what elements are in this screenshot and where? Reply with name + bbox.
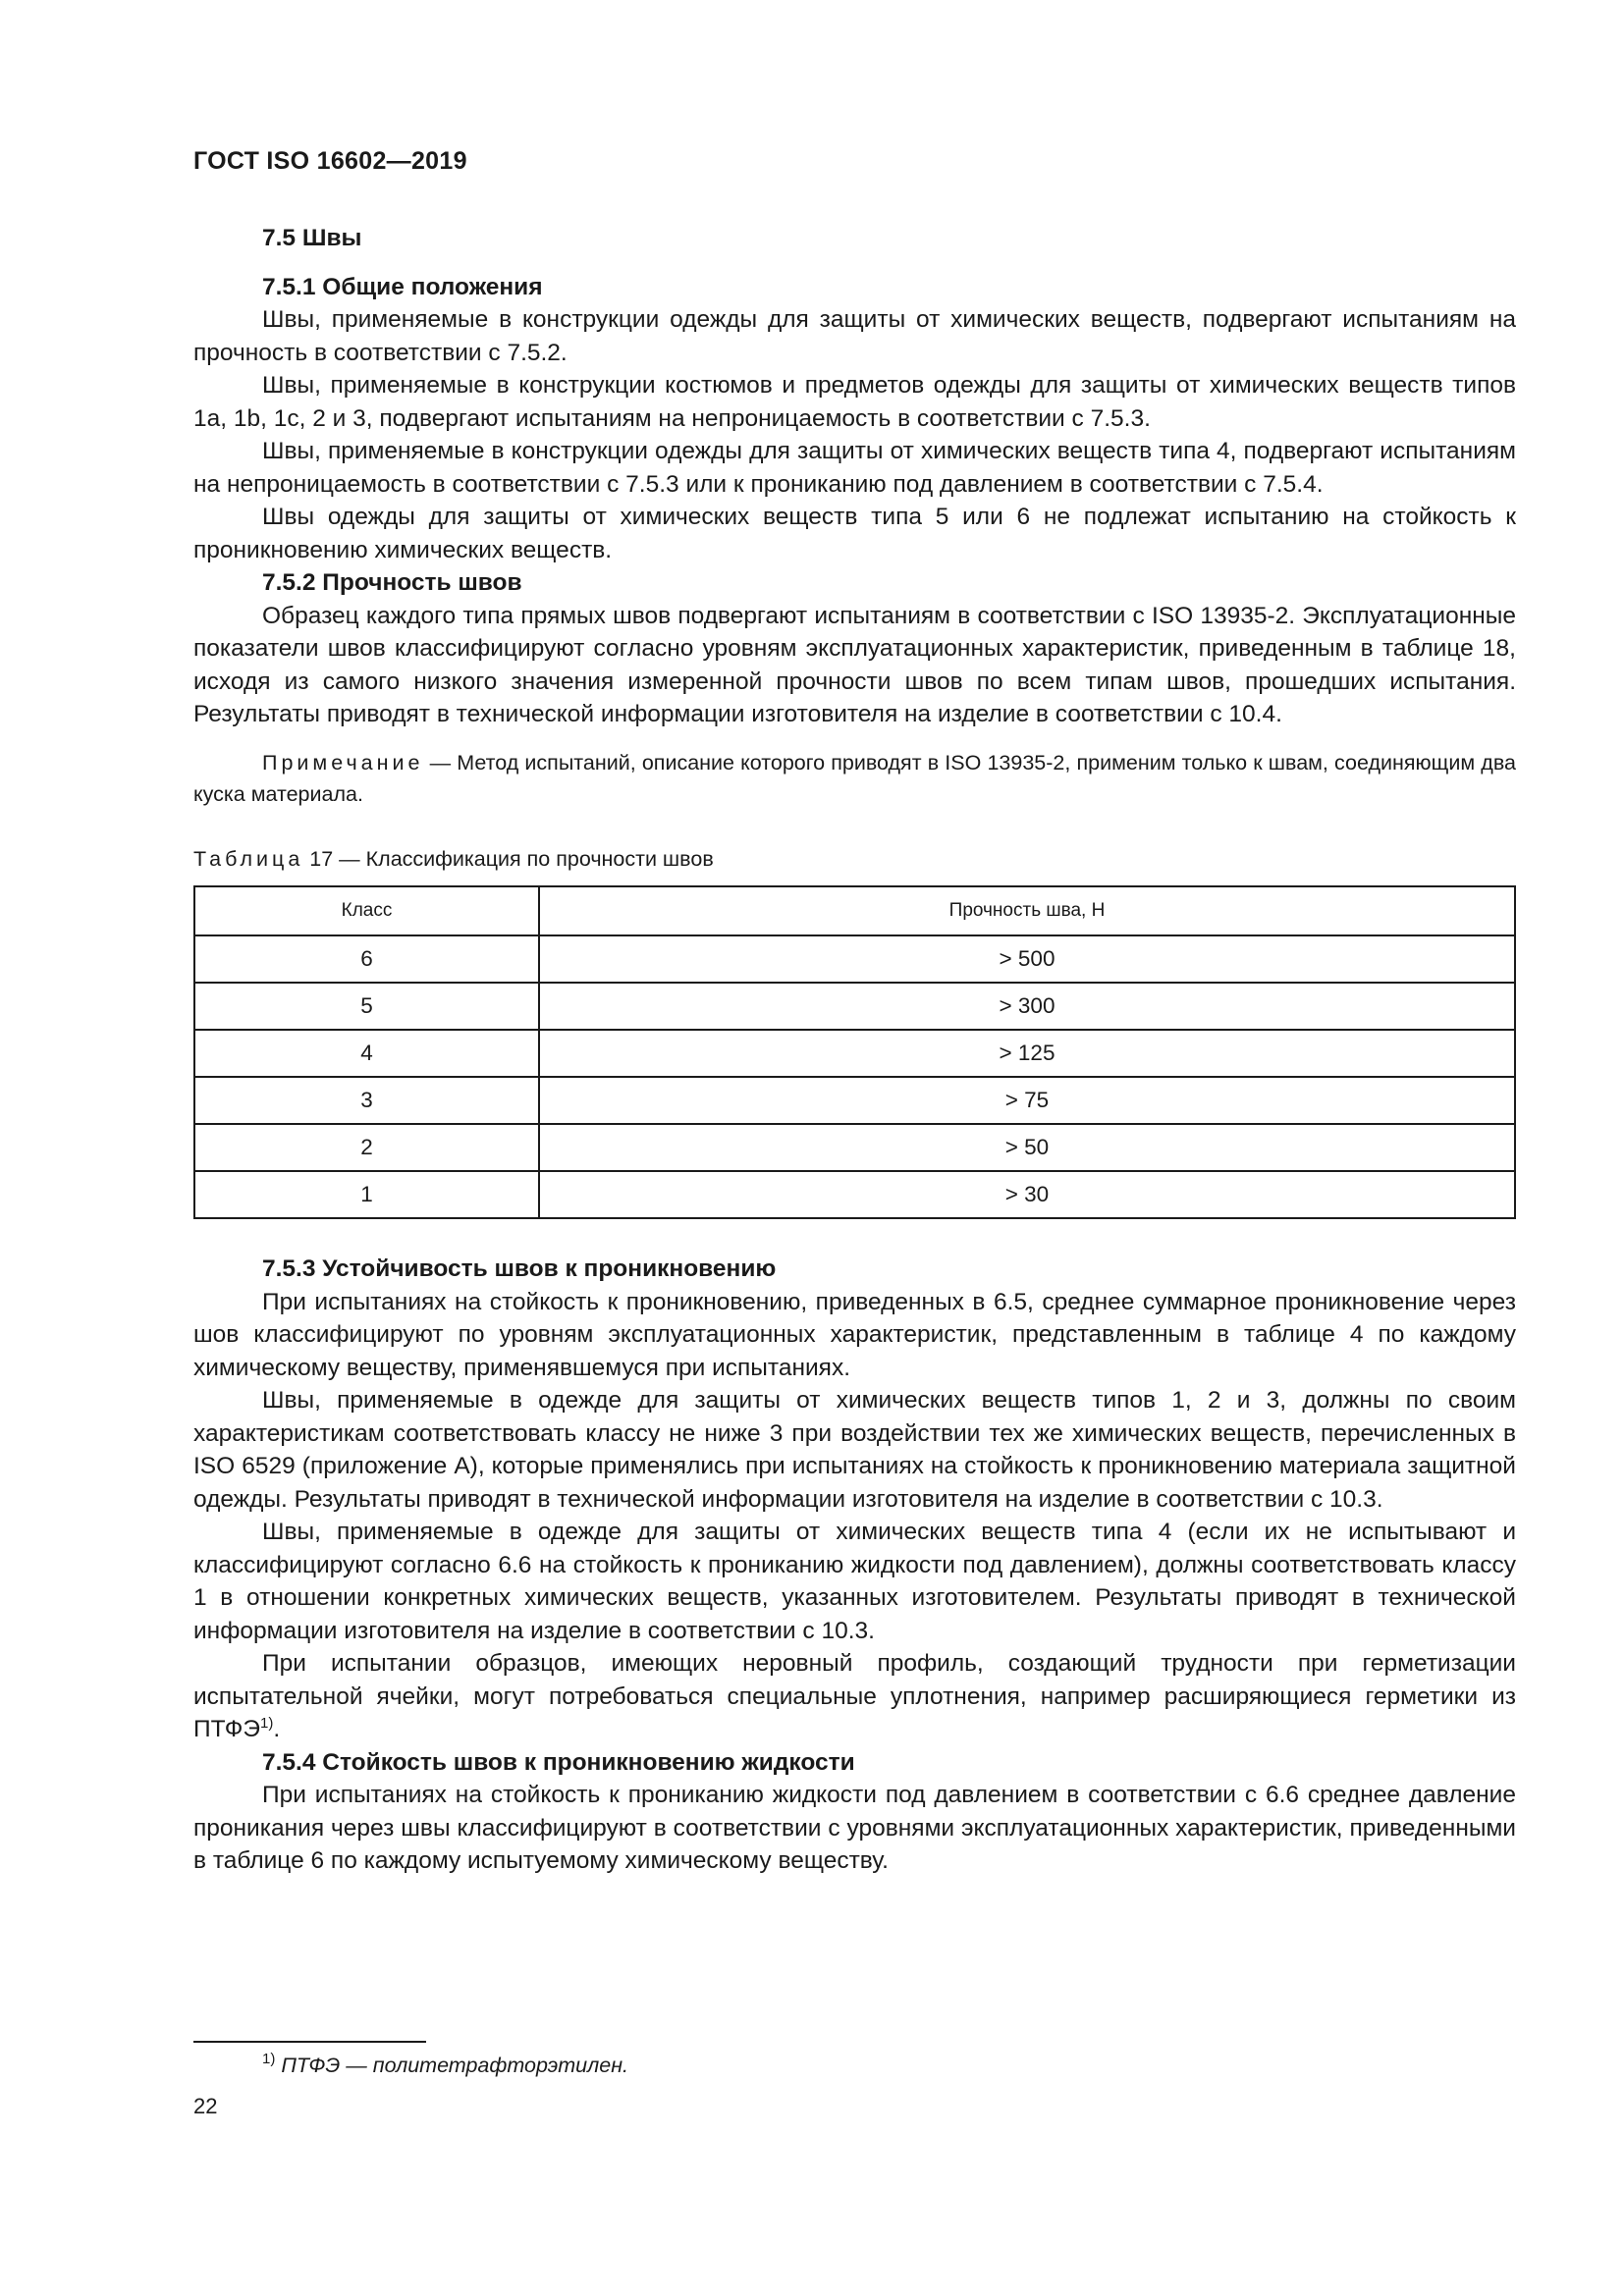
table-cell-class: 3: [194, 1077, 539, 1124]
table-cell-class: 5: [194, 983, 539, 1030]
table-caption: [193, 843, 1516, 877]
paragraph-text: При испытании образцов, имеющих неровный профиль, создающий трудности при герметизации испытательной ячейки, могут потребоваться специальные уплотнения, например расширяющиеся герметики из ПТФЭ: [193, 1650, 1516, 1742]
section-7-5-4-title: 7.5.4 Стойкость швов к проникновению жидкости: [262, 1748, 855, 1776]
note-text: — Метод испытаний, описание которого приводят в ISO 13935-2, применим только к швам, соединяющим два куска материала.: [193, 750, 1516, 806]
footnote-ref[interactable]: 1): [260, 1715, 274, 1732]
footnote-marker: 1): [262, 2051, 276, 2067]
footnote-separator: [193, 2041, 426, 2043]
paragraph: Швы, применяемые в конструкции одежды для защиты от химических веществ типа 4, подвергают испытаниям на непроницаемость в соответствии с 7.5.3 или к прониканию под давлением в соответствии с 7.5.4.: [193, 438, 1516, 498]
section-7-5-1-title: 7.5.1 Общие положения: [262, 273, 543, 300]
table-cell-class: 1: [194, 1171, 539, 1218]
table-cell-strength: > 300: [539, 983, 1515, 1030]
paragraph: Швы, применяемые в одежде для защиты от химических веществ типа 4 (если их не испытывают и классифицируют согласно 6.6 на стойкость к прониканию жидкости под давлением), должны соответствовать классу 1 в отношении конкретных химических веществ, указанных изготовителем. Результаты приводят в технической информации изготовителя на изделие в соответствии с 10.3.: [193, 1519, 1516, 1644]
table-cell-strength: > 30: [539, 1171, 1515, 1218]
table-cell-strength: > 50: [539, 1124, 1515, 1171]
paragraph: Швы, применяемые в конструкции костюмов и предметов одежды для защиты от химических веществ типов 1a, 1b, 1c, 2 и 3, подвергают испытаниям на непроницаемость в соответствии с 7.5.3.: [193, 372, 1516, 432]
paragraph: [193, 1647, 1516, 1746]
section-7-5-title: 7.5 Швы: [262, 225, 362, 251]
document-body: [193, 222, 1516, 1878]
document-header: ГОСТ ISO 16602—2019: [193, 147, 467, 175]
paragraph: Швы одежды для защиты от химических веществ типа 5 или 6 не подлежат испытанию на стойкость к проникновению химических веществ.: [193, 504, 1516, 563]
paragraph-end: .: [273, 1716, 281, 1742]
table-cell-strength: > 75: [539, 1077, 1515, 1124]
table-cell-strength: > 500: [539, 935, 1515, 983]
note-label: Примечание: [262, 750, 424, 774]
paragraph: Швы, применяемые в одежде для защиты от химических веществ типов 1, 2 и 3, должны по своим характеристикам соответствовать классу не ниже 3 при воздействии тех же химических веществ, перечисленных в ISO 6529 (приложение А), которые применялись при испытаниях на стойкость к проникновению материала защитной одежды. Результаты приводят в технической информации изготовителя на изделие в соответствии с 10.3.: [193, 1387, 1516, 1513]
paragraph: Образец каждого типа прямых швов подвергают испытаниям в соответствии с ISO 13935-2. Эксплуатационные показатели швов классифицируют согласно уровням эксплуатационных характеристик, приведенным в таблице 18, исходя из самого низкого значения измеренной прочности швов по всем типам швов, прошедших испытания. Результаты приводят в технической информации изготовителя на изделие в соответствии с 10.4.: [193, 602, 1516, 727]
seam-strength-table: [193, 885, 1516, 1219]
footnote: [262, 2051, 629, 2078]
table-row: [194, 1030, 1515, 1077]
note: [193, 747, 1516, 810]
table-cell-strength: > 125: [539, 1030, 1515, 1077]
table-header-row: [194, 886, 1515, 935]
table-row: [194, 1124, 1515, 1171]
section-7-5-2-title: 7.5.2 Прочность швов: [262, 569, 522, 596]
table-caption-label: Таблица: [193, 846, 304, 871]
paragraph: При испытаниях на стойкость к проникновению, приведенных в 6.5, среднее суммарное проникновение через шов классифицируют по уровням эксплуатационных характеристик, представленным в таблице 4 по каждому химическому веществу, применявшемуся при испытаниях.: [193, 1288, 1516, 1381]
table-row: [194, 1077, 1515, 1124]
table-cell-class: 2: [194, 1124, 539, 1171]
section-7-5-3-title: 7.5.3 Устойчивость швов к проникновению: [262, 1255, 777, 1282]
footnote-text: ПТФЭ — политетрафторэтилен.: [275, 2054, 629, 2077]
table-row: [194, 1171, 1515, 1218]
paragraph: При испытаниях на стойкость к прониканию жидкости под давлением в соответствии с 6.6 среднее давление проникания через швы классифицируют в соответствии с уровнями эксплуатационных характеристик, приведенными в таблице 6 по каждому испытуемому химическому веществу.: [193, 1782, 1516, 1874]
table-header-cell: Прочность шва, Н: [539, 886, 1515, 935]
table-cell-class: 4: [194, 1030, 539, 1077]
page-number: 22: [193, 2094, 218, 2118]
table-row: [194, 935, 1515, 983]
table-row: [194, 983, 1515, 1030]
table-header-cell: Класс: [194, 886, 539, 935]
paragraph: Швы, применяемые в конструкции одежды для защиты от химических веществ, подвергают испытаниям на прочность в соответствии с 7.5.2.: [193, 306, 1516, 366]
table-caption-text: 17 — Классификация по прочности швов: [303, 846, 714, 871]
table-cell-class: 6: [194, 935, 539, 983]
